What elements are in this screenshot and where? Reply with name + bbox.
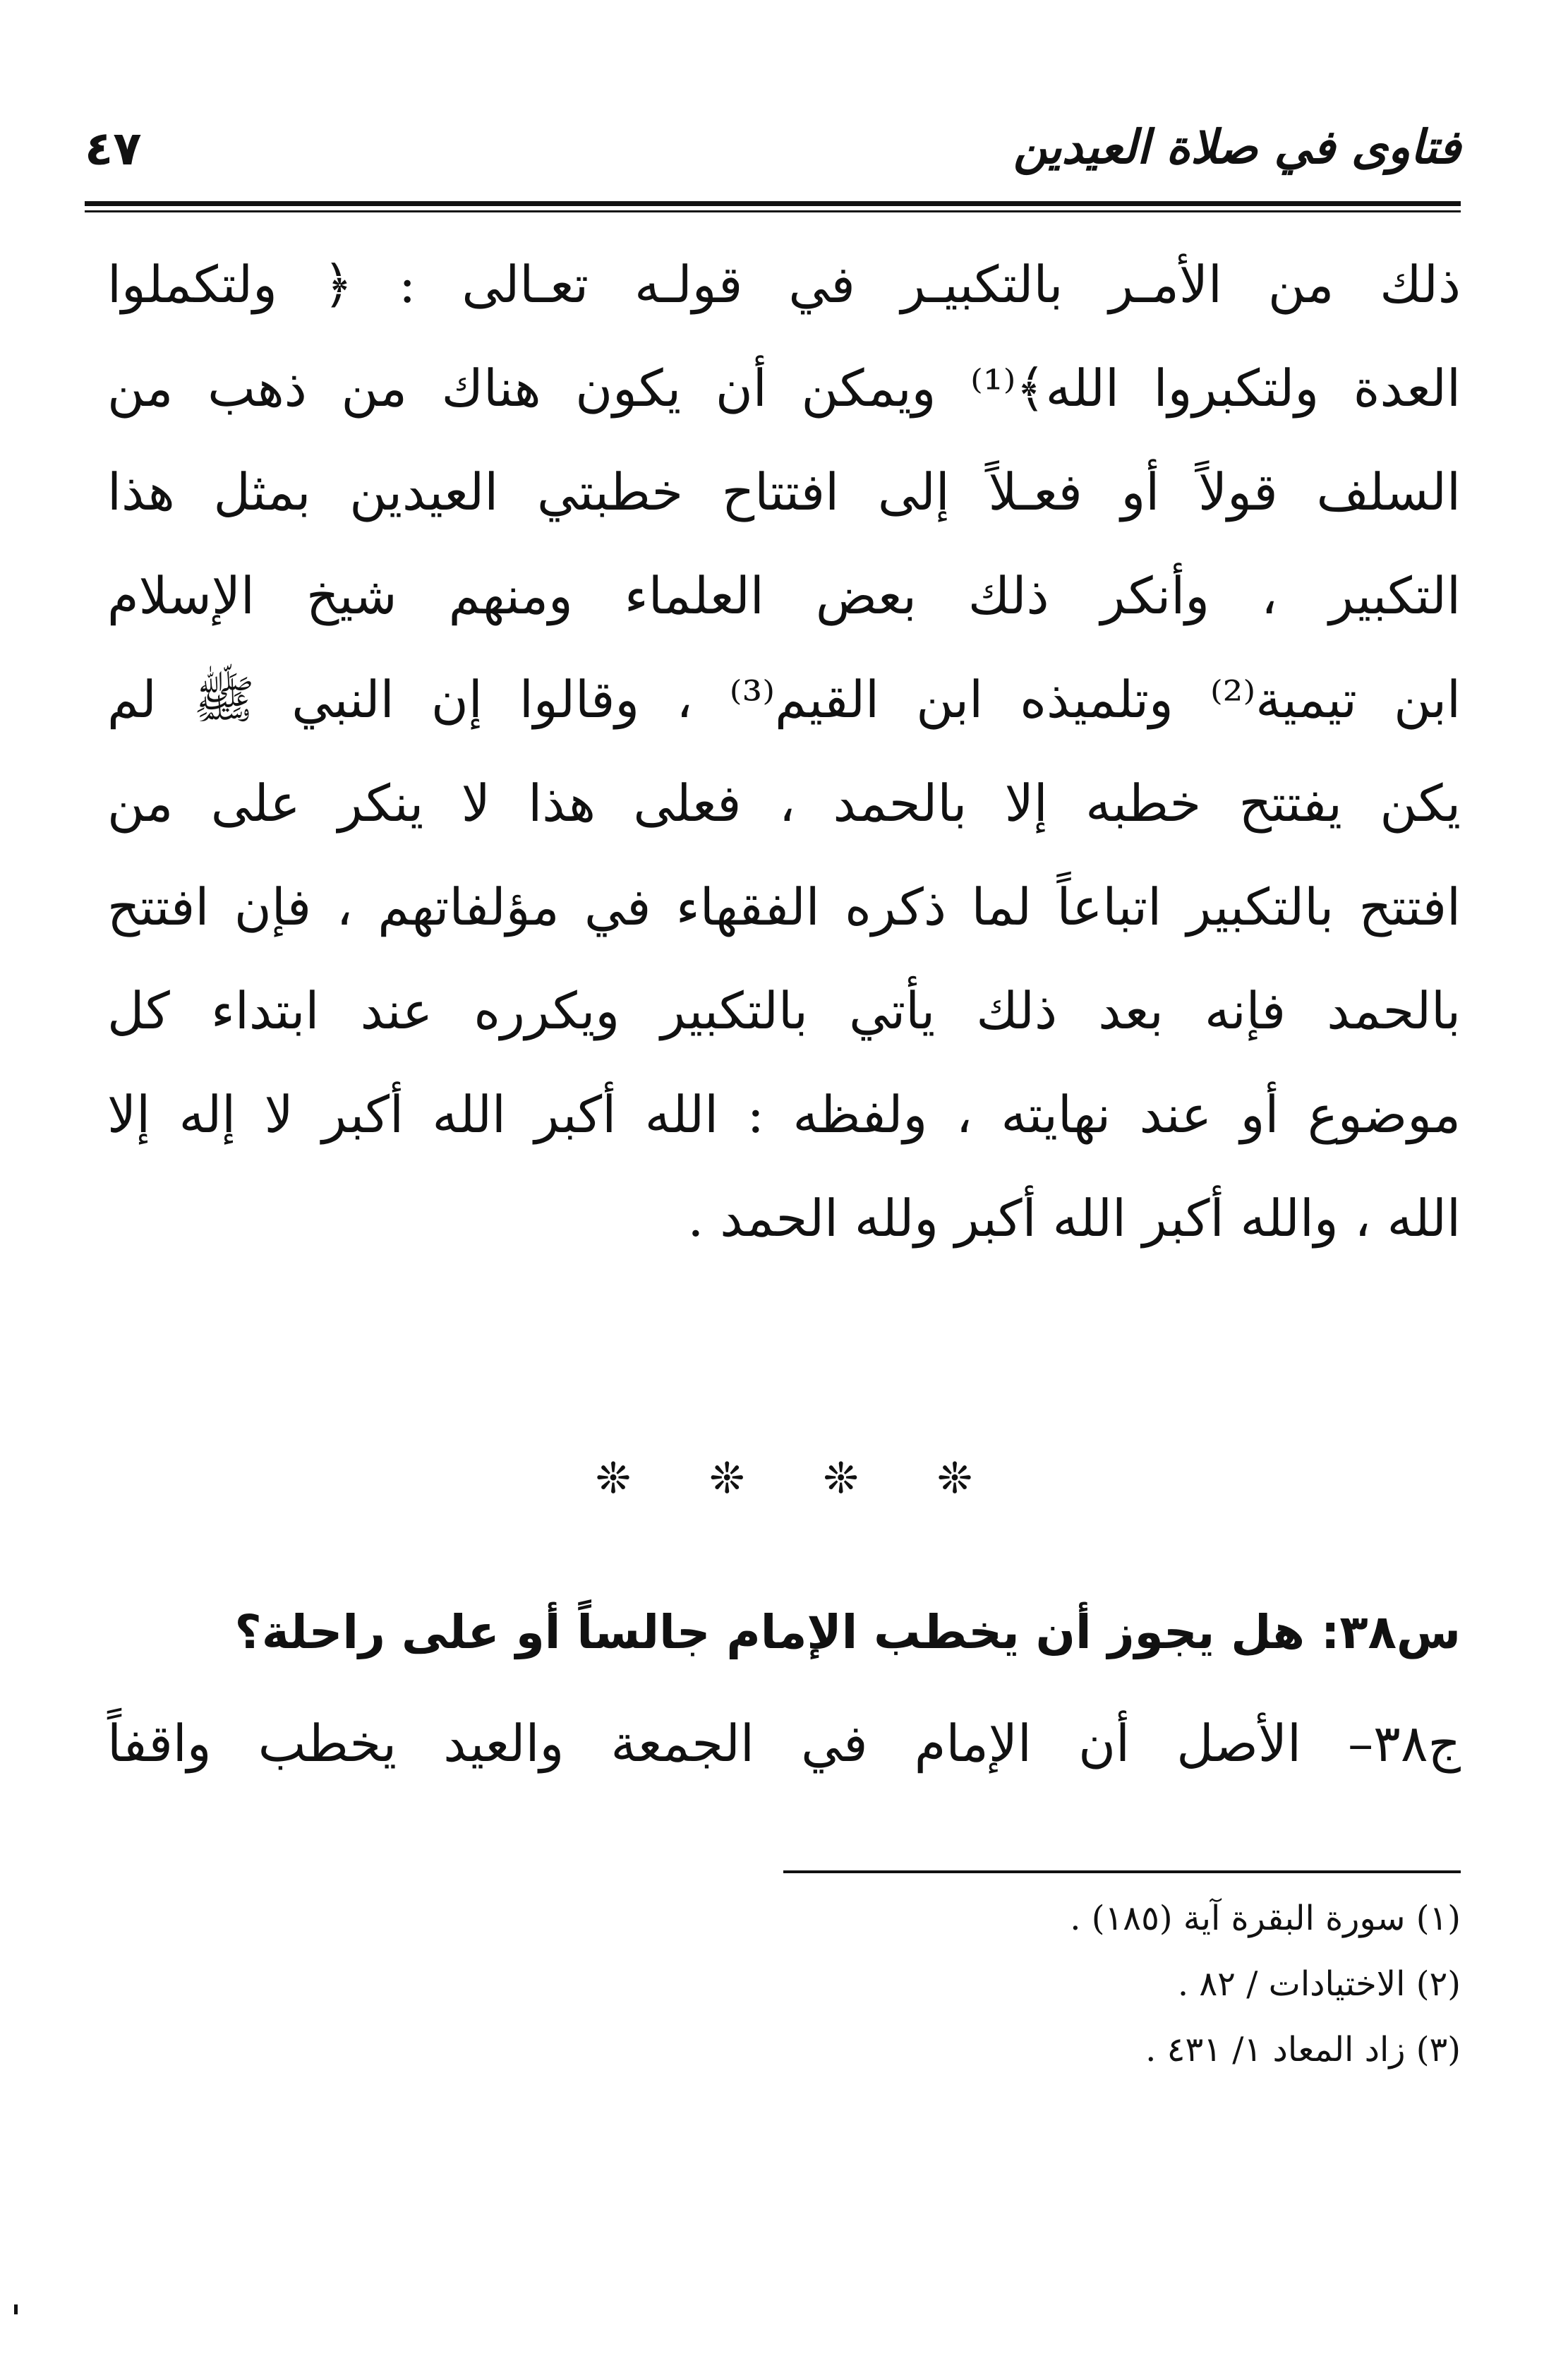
answer-line: ج٣٨– الأصل أن الإمام في الجمعة والعيد يخطب واقفاً — [107, 1714, 1461, 1773]
footnote-item: (١) سورة البقرة آية (١٨٥) . — [1070, 1899, 1461, 1938]
separator-star-icon: ❊ — [936, 1454, 973, 1503]
footnote-item: (٣) زاد المعاد ١/ ٤٣١ . — [1145, 2030, 1461, 2069]
body-paragraph — [107, 233, 1461, 1270]
text-line: التكبير ، وأنكر ذلك بعض العلماء ومنهم شيخ الإسلام — [107, 566, 1461, 625]
header-rule-thin — [85, 210, 1461, 212]
text-line: يكن يفتتح خطبه إلا بالحمد ، فعلى هذا لا ينكر على من — [107, 774, 1461, 833]
text-line: ابن تيمية⁽²⁾ وتلميذه ابن القيم⁽³⁾ ، وقالوا إن النبي ﷺ لم — [107, 670, 1461, 729]
text-line: موضوع أو عند نهايته ، ولفظه : الله أكبر الله أكبر لا إله إلا — [107, 1085, 1461, 1144]
header-rule-thick — [85, 201, 1461, 206]
text-line: السلف قولاً أو فعـلاً إلى افتتاح خطبتي العيدين بمثل هذا — [107, 462, 1461, 522]
footnote-item: (٢) الاختيادات / ٨٢ . — [1177, 1964, 1461, 2004]
text-line: ذلك من الأمـر بالتكبيـر في قولـه تعـالى : ﴿ ولتكملوا — [107, 255, 1461, 314]
page-number: ٤٧ — [85, 121, 142, 176]
section-separator — [0, 1454, 1568, 1503]
text-line: افتتح بالتكبير اتباعاً لما ذكره الفقهاء في مؤلفاتهم ، فإن افتتح — [107, 877, 1461, 937]
separator-star-icon: ❊ — [595, 1454, 632, 1503]
running-title: فتاوى في صلاة العيدين — [1013, 120, 1461, 174]
text-line: العدة ولتكبروا الله﴾⁽¹⁾ ويمكن أن يكون هناك من ذهب من — [107, 359, 1461, 418]
text-line: بالحمد فإنه بعد ذلك يأتي بالتكبير ويكرره عند ابتداء كل — [107, 981, 1461, 1040]
footnotes — [107, 1886, 1461, 2083]
text-line: الله ، والله أكبر الله أكبر ولله الحمد . — [687, 1189, 1461, 1248]
separator-star-icon: ❊ — [709, 1454, 745, 1503]
separator-star-icon: ❊ — [823, 1454, 859, 1503]
question-heading: س٣٨: هل يجوز أن يخطب الإمام جالساً أو على راحلة؟ — [234, 1605, 1461, 1659]
footnote-rule — [783, 1870, 1461, 1873]
scan-mark — [14, 2304, 18, 2314]
page-header — [85, 106, 1461, 219]
